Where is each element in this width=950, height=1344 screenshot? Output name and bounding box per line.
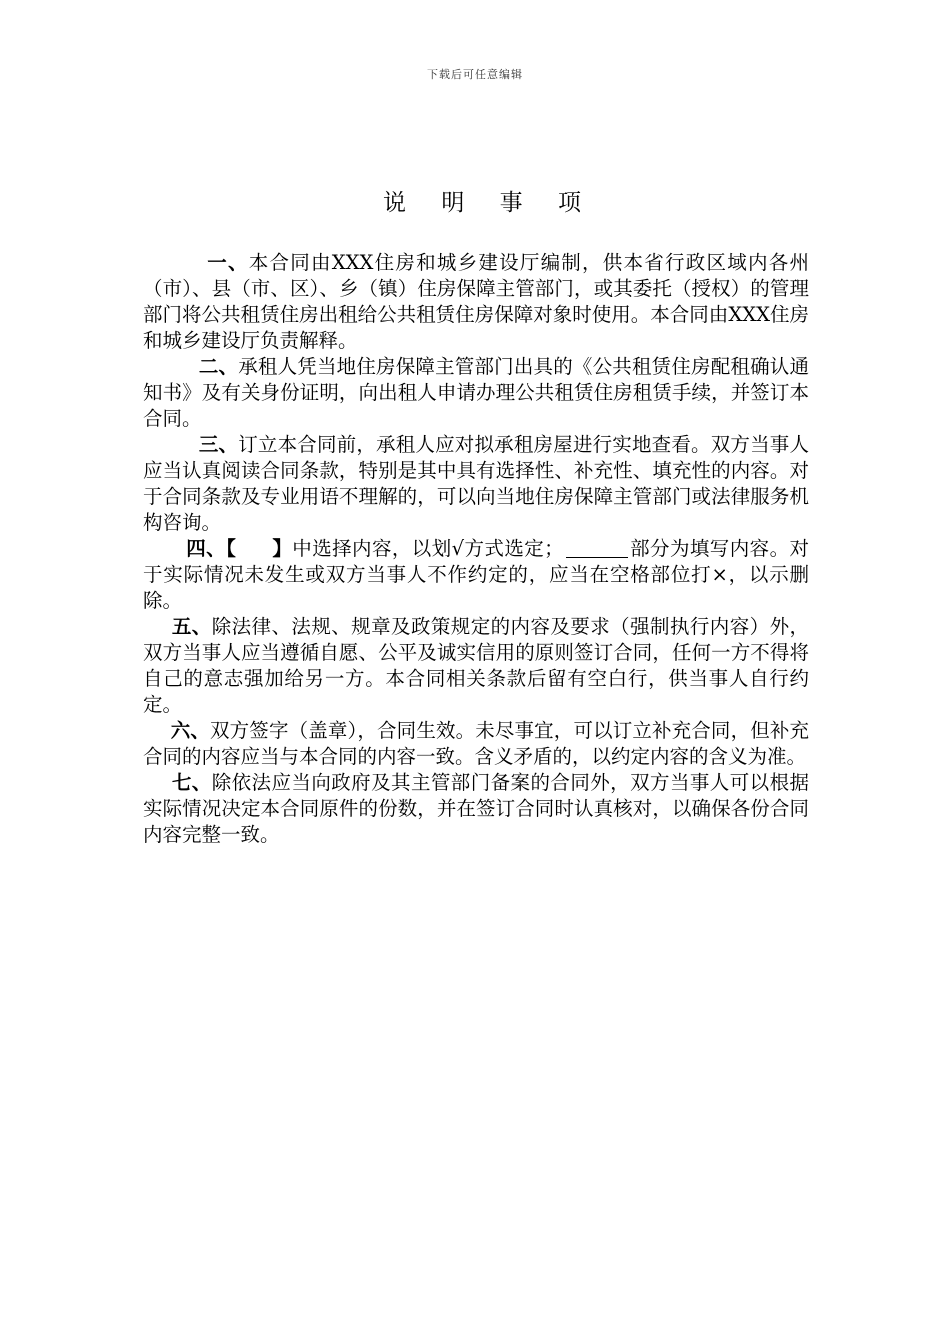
paragraph-number: 四、【 】: [143, 537, 293, 560]
paragraph-text: 除法律、法规、规章及政策规定的内容及要求（强制执行内容）外，双方当事人应当遵循自愿、公平及诚实信用的原则签订合同，任何一方不得将自己的意志强加给另一方。本合同相关条款后留有空白行，供当事人自行约定。: [143, 615, 809, 716]
paragraph-text: 部分为填写内容。对于实际情况未发生或双方当事人不作约定的，应当在空格部位打×，以示删除。: [143, 537, 809, 612]
paragraph-4: [143, 536, 809, 614]
paragraph-text: 承租人凭当地住房保障主管部门出具的《公共租赁住房配租确认通知书》及有关身份证明，向出租人申请办理公共租赁住房租赁手续，并签订本合同。: [143, 355, 809, 430]
paragraph-text: 订立本合同前，承租人应对拟承租房屋进行实地查看。双方当事人应当认真阅读合同条款，特别是其中具有选择性、补充性、填充性的内容。对于合同条款及专业用语不理解的，可以向当地住房保障主管部门或法律服务机构咨询。: [143, 433, 809, 534]
paragraph-number: 五、: [143, 615, 212, 638]
paragraph-text: 双方签字（盖章），合同生效。未尽事宜，可以订立补充合同，但补充合同的内容应当与本合同的内容一致。含义矛盾的，以约定内容的含义为准。: [143, 719, 809, 768]
paragraph-number: 一、: [143, 251, 249, 274]
paragraph-5: [143, 614, 809, 718]
paragraph-number: 二、: [143, 355, 239, 378]
paragraph-3: [143, 432, 809, 536]
paragraph-text: 本合同由XXX住房和城乡建设厅编制，供本省行政区域内各州（市）、县（市、区）、乡（镇）住房保障主管部门，或其委托（授权）的管理部门将公共租赁住房出租给公共租赁住房保障对象时使用。本合同由XXX住房和城乡建设厅负责解释。: [143, 251, 809, 352]
paragraph-text: 中选择内容，以划√方式选定；: [292, 537, 564, 560]
paragraph-7: [143, 770, 809, 848]
paragraph-number: 七、: [143, 771, 212, 794]
paragraph-number: 六、: [143, 719, 211, 742]
paragraph-6: [143, 718, 809, 770]
document-title: 说 明 事 项: [383, 190, 595, 216]
paragraph-2: [143, 354, 809, 432]
paragraph-1: [143, 250, 809, 354]
header-note: 下载后可任意编辑: [427, 68, 523, 81]
fill-in-blank: [566, 539, 628, 558]
paragraph-text: 除依法应当向政府及其主管部门备案的合同外，双方当事人可以根据实际情况决定本合同原件的份数，并在签订合同时认真核对，以确保各份合同内容完整一致。: [143, 771, 809, 846]
document-body: [143, 250, 809, 848]
paragraph-number: 三、: [143, 433, 239, 456]
